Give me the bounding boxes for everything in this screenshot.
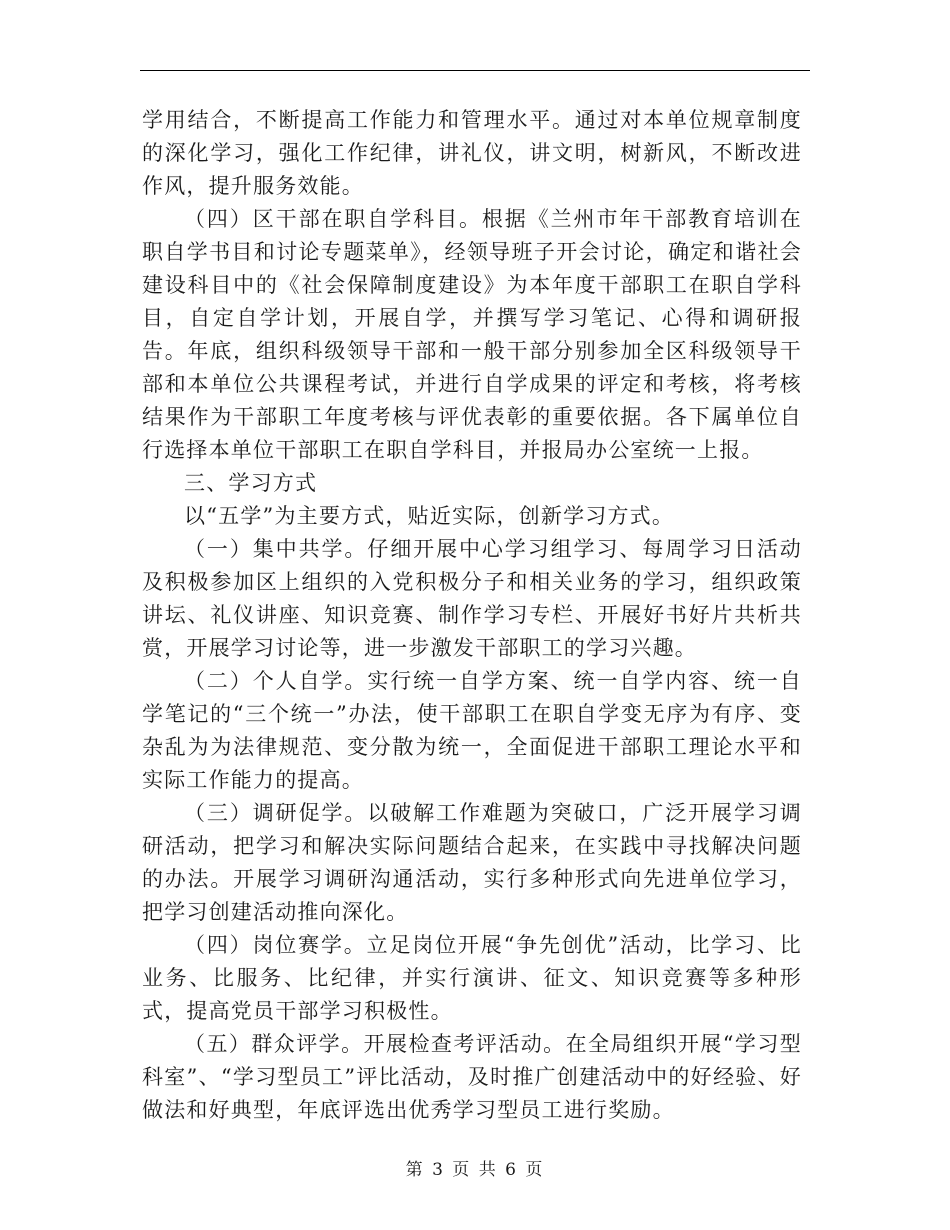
header-rule	[140, 70, 810, 71]
paragraph-personal-self-study: （二）个人自学。实行统一自学方案、统一自学内容、统一自学笔记的“三个统一”办法，使干部职工在职自学变无序为有序、变杂乱为为法律规范、变分散为统一，全面促进干部职工理论水平和实际工作能力的提高。	[142, 669, 802, 792]
page-number-footer: 第 3 页 共 6 页	[405, 1160, 545, 1180]
section-heading-learning-methods: 三、学习方式	[184, 471, 318, 495]
paragraph-collective-learning: （一）集中共学。仔细开展中心学习组学习、每周学习日活动及积极参加区上组织的入党积极分子和相关业务的学习，组织政策讲坛、礼仪讲座、知识竞赛、制作学习专栏、开展好书好片共析共赏，开展学习讨论等，进一步激发干部职工的学习兴趣。	[142, 537, 802, 660]
paragraph-self-study-subjects: （四）区干部在职自学科目。根据《兰州市年干部教育培训在职自学书目和讨论专题菜单》，经领导班子开会讨论，确定和谐社会建设科目中的《社会保障制度建设》为本年度干部职工在职自学科目，自定自学计划，开展自学，并撰写学习笔记、心得和调研报告。年底，组织科级领导干部和一般干部分别参加全区科级领导干部和本单位公共课程考试，并进行自学成果的评定和考核，将考核结果作为干部职工年度考核与评优表彰的重要依据。各下属单位自行选择本单位干部职工在职自学科目，并报局办公室统一上报。	[142, 207, 802, 462]
document-body	[142, 104, 802, 1127]
paragraph-research-learning: （三）调研促学。以破解工作难题为突破口，广泛开展学习调研活动，把学习和解决实际问题结合起来，在实践中寻找解决问题的办法。开展学习调研沟通活动，实行多种形式向先进单位学习，把学习创建活动推向深化。	[142, 801, 802, 924]
paragraph-continuation: 学用结合，不断提高工作能力和管理水平。通过对本单位规章制度的深化学习，强化工作纪律，讲礼仪，讲文明，树新风，不断改进作风，提升服务效能。	[142, 108, 802, 198]
paragraph-five-learning-intro: 以“五学”为主要方式，贴近实际，创新学习方式。	[184, 504, 675, 528]
paragraph-public-evaluation-learning: （五）群众评学。开展检查考评活动。在全局组织开展“学习型科室”、“学习型员工”评比活动，及时推广创建活动中的好经验、好做法和好典型，年底评选出优秀学习型员工进行奖励。	[142, 1032, 802, 1122]
paragraph-post-competition-learning: （四）岗位赛学。立足岗位开展“争先创优”活动，比学习、比业务、比服务、比纪律，并实行演讲、征文、知识竞赛等多种形式，提高党员干部学习积极性。	[142, 933, 802, 1023]
